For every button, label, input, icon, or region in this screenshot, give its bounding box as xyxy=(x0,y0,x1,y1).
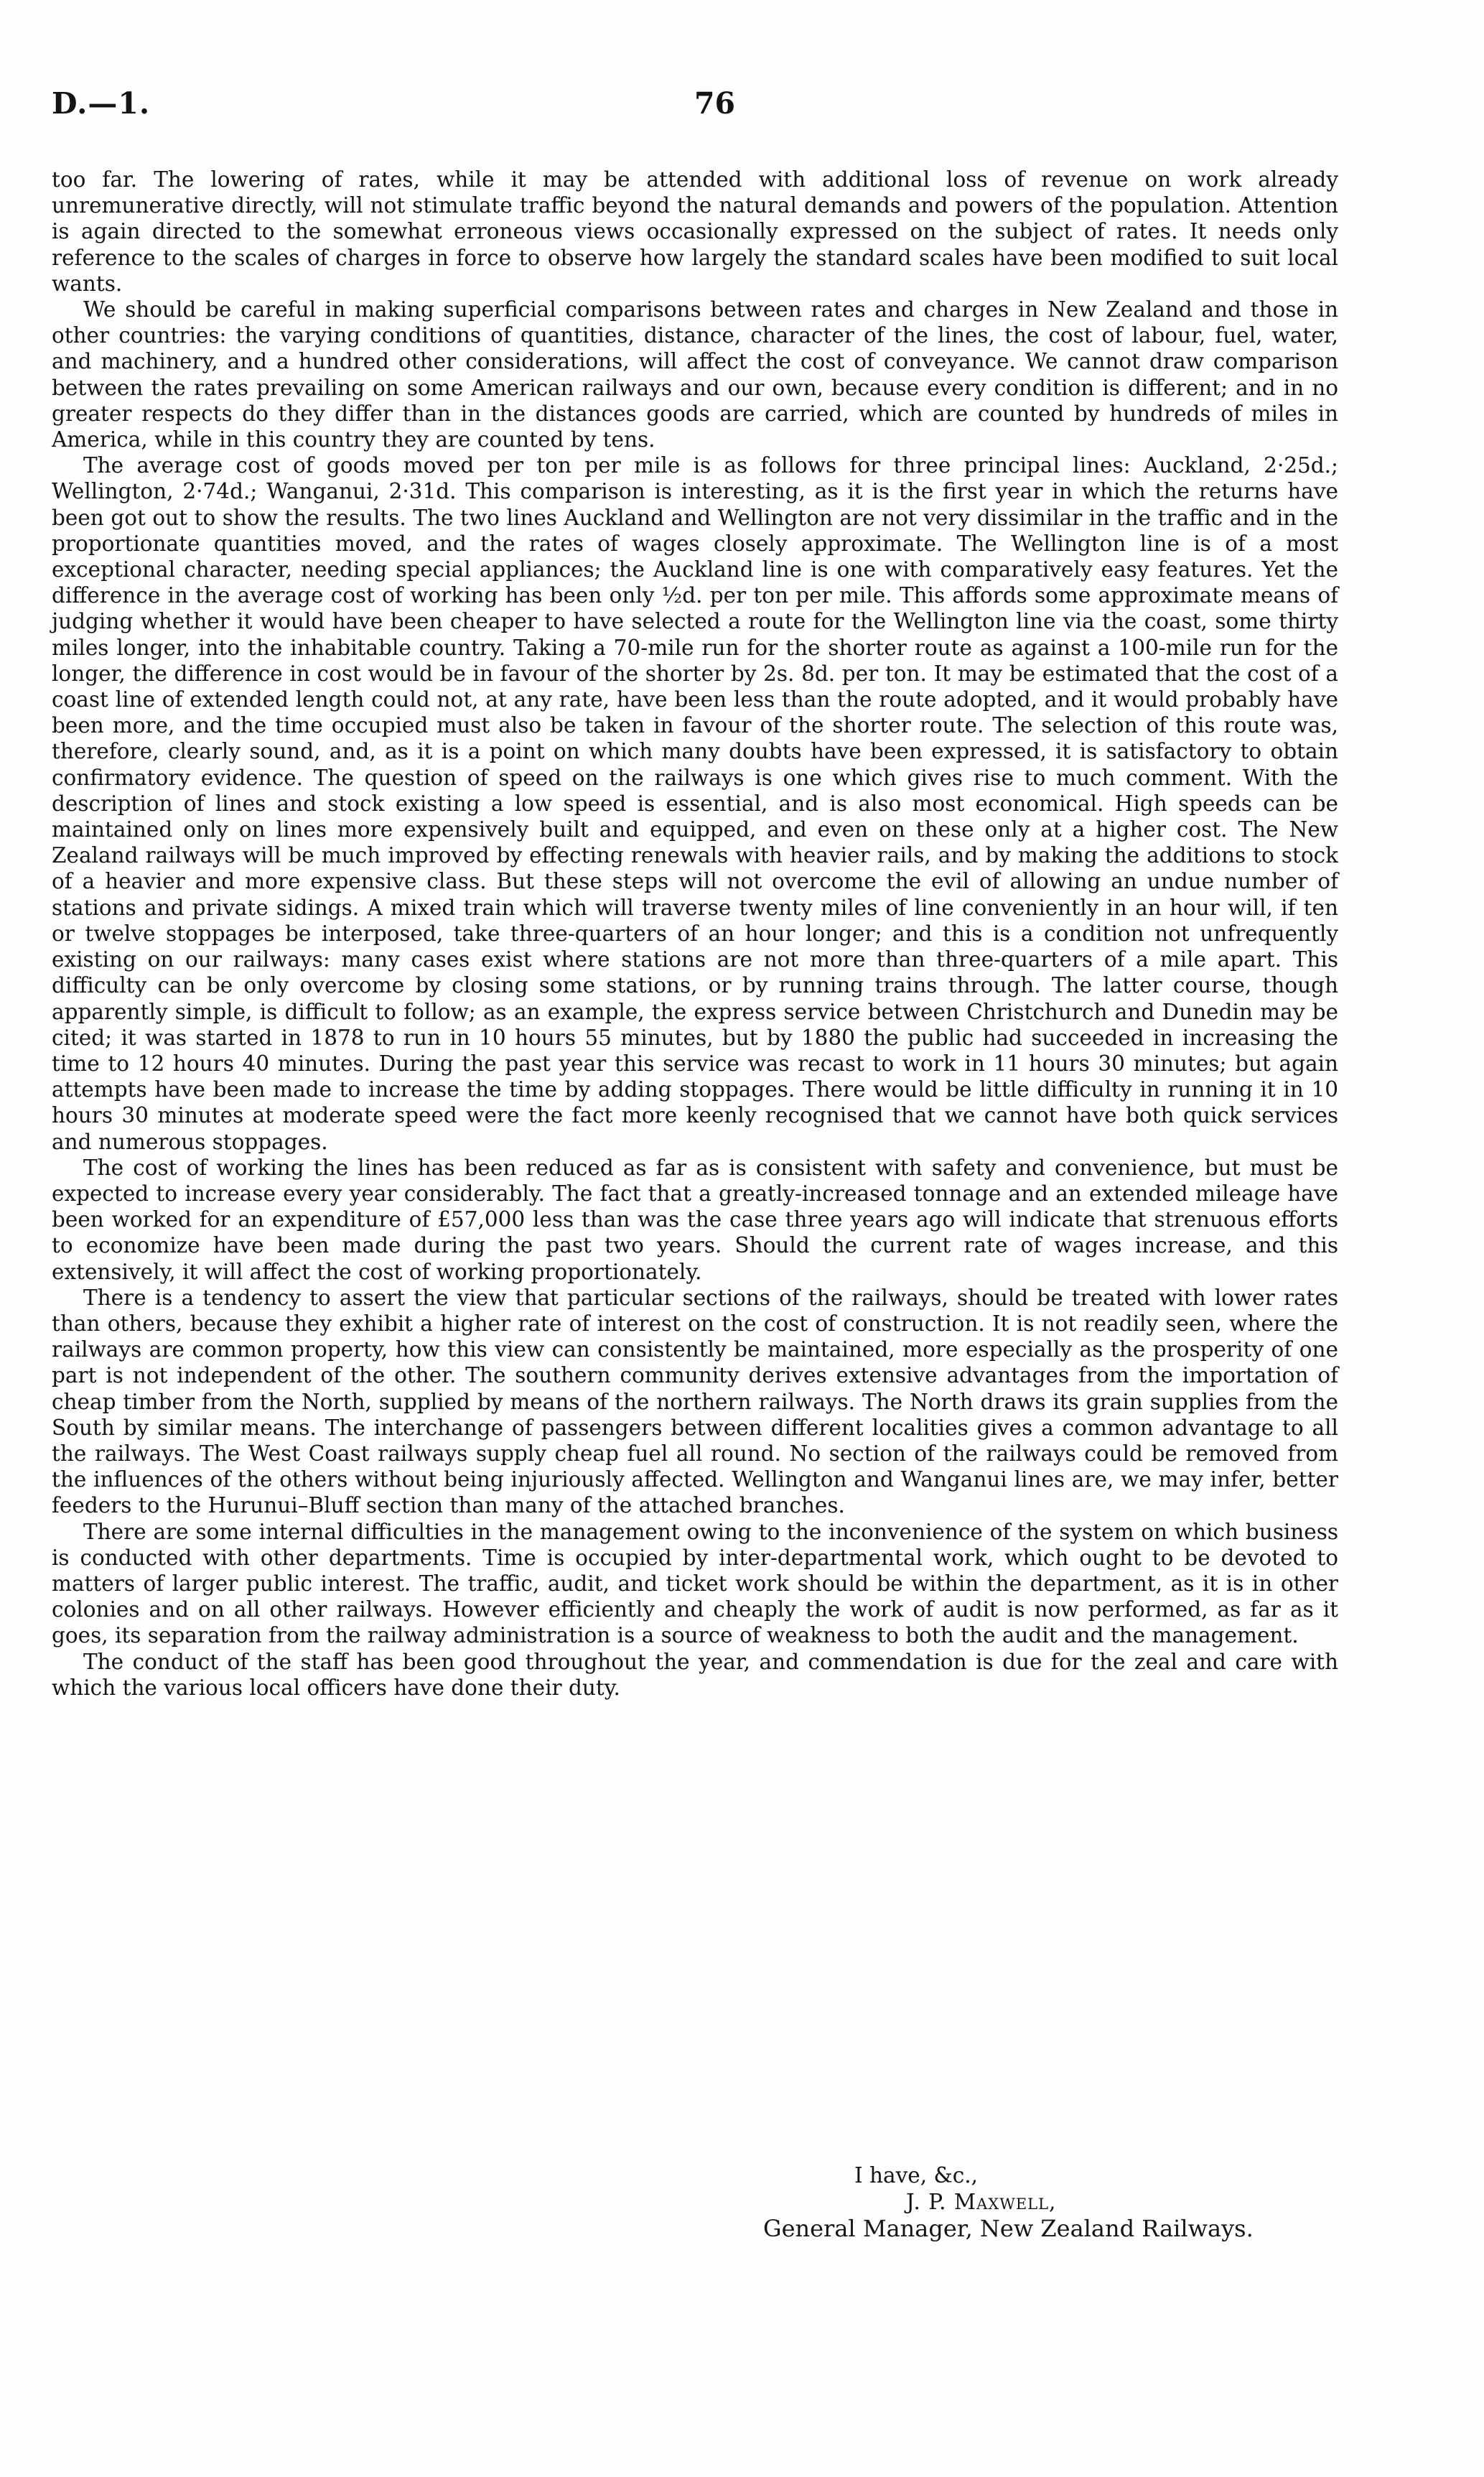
paragraph-comparisons: We should be careful in making superficial comparisons between rates and charges in New Zealand and those in other countries: the varying conditions of quantities, distance, character of the lines, the cost of labour, fuel, water, and machinery, and a hundred other considerations, will affect the cost of conveyance. We cannot draw comparison between the rates prevailing on some American railways and our own, because every condition is different; and in no greater respects do they differ than in the distances goods are carried, which are counted by hundreds of miles in America, while in this country they are counted by tens. xyxy=(52,297,1338,452)
paragraph-sections: There is a tendency to assert the view that particular sections of the railways, should be treated with lower rates than others, because they exhibit a higher rate of interest on the cost of construction. It is not readily seen, where the railways are common property, how this view can consistently be maintained, more especially as the prosperity of one part is not independent of the other. The southern community derives extensive advantages from the importation of cheap timber from the North, supplied by means of the northern railways. The North draws its grain supplies from the South by similar means. The interchange of passengers between different localities gives a common advantage to all the railways. The West Coast railways supply cheap fuel all round. No section of the railways could be removed from the influences of the others without being injuriously affected. Wellington and Wanganui lines are, we may infer, better feeders to the Hurunui–Bluff section than many of the attached branches. xyxy=(52,1285,1338,1518)
signature-title: General Manager, New Zealand Railways. xyxy=(763,2215,1254,2242)
paragraph-working-cost: The cost of working the lines has been reduced as far as is consistent with safety and convenience, but must be expected to increase every year considerably. The fact that a greatly-increased tonnage and an extended mileage have been worked for an expenditure of £57,000 less than was the case three years ago will indicate that strenuous efforts to economize have been made during the past two years. Should the current rate of wages increase, and this extensively, it will affect the cost of working proportionately. xyxy=(52,1155,1338,1284)
paragraph-rates-continued: too far. The lowering of rates, while it may be attended with additional loss of revenue on work already unremunerative directly, will not stimulate traffic beyond the natural demands and powers of the population. Attention is again directed to the somewhat erroneous views occasionally expressed on the subject of rates. It needs only reference to the scales of charges in force to observe how largely the standard scales have been modified to suit local wants. xyxy=(52,167,1338,296)
paragraph-internal-difficulties: There are some internal difficulties in the management owing to the inconvenience of the system on which business is conducted with other departments. Time is occupied by inter-departmental work, which ought to be devoted to matters of larger public interest. The traffic, audit, and ticket work should be within the department, as it is in other colonies and on all other railways. However efficiently and cheaply the work of audit is now performed, as far as it goes, its separation from the railway administration is a source of weakness to both the audit and the management. xyxy=(52,1519,1338,1648)
page-header xyxy=(52,86,1432,129)
signature-salutation: I have, &c., xyxy=(854,2163,979,2188)
signature-name: J. P. Maxwell, xyxy=(906,2190,1057,2214)
paragraph-staff-conduct: The conduct of the staff has been good throughout the year, and commendation is due for the zeal and care with which the various local officers have done their duty. xyxy=(52,1649,1338,1700)
page-number: 76 xyxy=(694,86,736,121)
paragraph-average-cost: The average cost of goods moved per ton per mile is as follows for three principal lines: Auckland, 2·25d.; Wellington, 2·74d.; Wanganui, 2·31d. This comparison is interesting, as it is the first year in which the returns have been got out to show the results. The two lines Auckland and Wellington are not very dissimilar in the traffic and in the proportionate quantities moved, and the rates of wages closely approximate. The Wellington line is of a most exceptional character, needing special appliances; the Auckland line is one with comparatively easy features. Yet the difference in the average cost of working has been only ½d. per ton per mile. This affords some approximate means of judging whether it would have been cheaper to have selected a route for the Wellington line via the coast, some thirty miles longer, into the inhabitable country. Taking a 70-mile run for the shorter route as against a 100-mile run for the longer, the difference in cost would be in favour of the shorter by 2s. 8d. per ton. It may be estimated that the cost of a coast line of extended length could not, at any rate, have been less than the route adopted, and it would probably have been more, and the time occupied must also be taken in favour of the shorter route. The selection of this route was, therefore, clearly sound, and, as it is a point on which many doubts have been expressed, it is satisfactory to obtain confirmatory evidence. The question of speed on the railways is one which gives rise to much comment. With the description of lines and stock existing a low speed is essential, and is also most economical. High speeds can be maintained only on lines more expensively built and equipped, and even on these only at a higher cost. The New Zealand railways will be much improved by effecting renewals with heavier rails, and by making the additions to stock of a heavier and more expensive class. But these steps will not overcome the evil of allowing an undue number of stations and private sidings. A mixed train which will traverse twenty miles of line conveniently in an hour will, if ten or twelve stoppages be interposed, take three-quarters of an hour longer; and this is a condition not unfrequently existing on our railways: many cases exist where stations are not more than three-quarters of a mile apart. This difficulty can be only overcome by closing some stations, or by running trains through. The latter course, though apparently simple, is difficult to follow; as an example, the express service between Christchurch and Dunedin may be cited; it was started in 1878 to run in 10 hours 55 minutes, but by 1880 the public had succeeded in increasing the time to 12 hours 40 minutes. During the past year this service was recast to work in 11 hours 30 minutes; but again attempts have been made to increase the time by adding stoppages. There would be little difficulty in running it in 10 hours 30 minutes at moderate speed were the fact more keenly recognised that we cannot have both quick services and numerous stoppages. xyxy=(52,453,1338,1154)
document-reference: D.—1. xyxy=(52,86,151,121)
body-text xyxy=(52,167,1338,1701)
